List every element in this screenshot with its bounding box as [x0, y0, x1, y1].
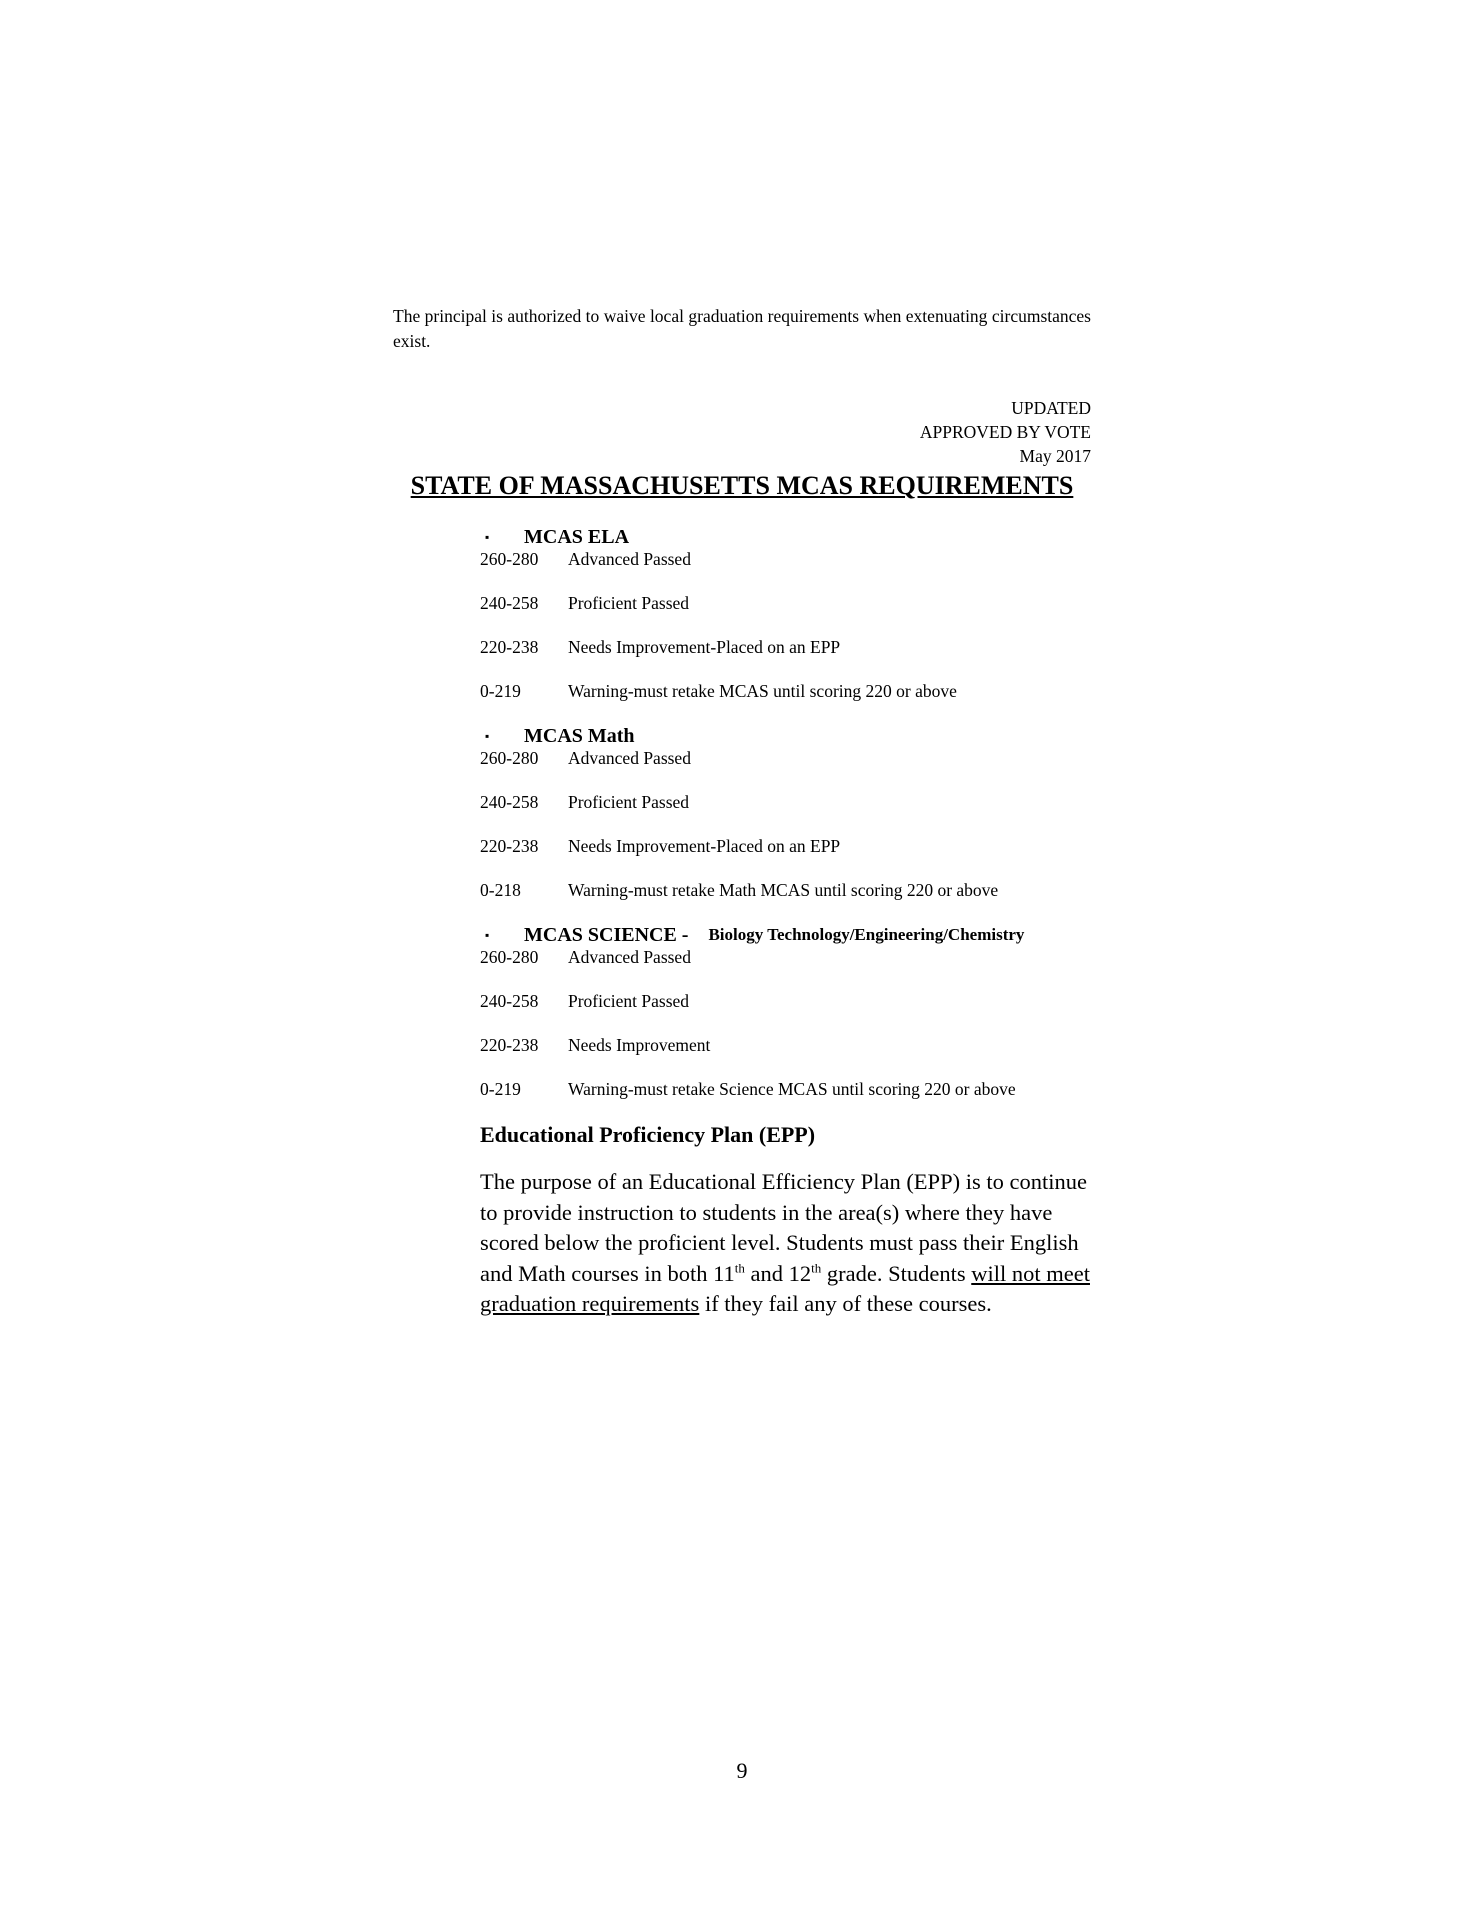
score-row: [480, 1078, 1100, 1100]
score-description: Warning-must retake Math MCAS until scoring 220 or above: [568, 880, 999, 900]
section-heading: [480, 721, 1100, 747]
section-mcas-science: [480, 920, 1100, 1100]
score-range: 220-238: [480, 836, 539, 856]
score-description: Proficient Passed: [568, 991, 690, 1011]
page-number: 9: [736, 1758, 748, 1783]
update-status: UPDATED: [1011, 398, 1091, 418]
score-row: [480, 946, 1100, 968]
bullet-icon: ▪: [485, 729, 490, 743]
update-block: [920, 396, 1091, 468]
score-description: Needs Improvement-Placed on an EPP: [568, 637, 841, 657]
section-heading: [480, 522, 1100, 548]
score-description: Warning-must retake MCAS until scoring 220 or above: [568, 681, 957, 701]
score-range: 260-280: [480, 748, 539, 768]
score-range: 0-218: [480, 880, 521, 900]
section-subtitle: Biology Technology/Engineering/Chemistry: [708, 925, 1025, 944]
score-row: [480, 1034, 1100, 1056]
epp-heading: Educational Proficiency Plan (EPP): [480, 1122, 816, 1147]
score-row: [480, 592, 1100, 614]
score-description: Needs Improvement: [568, 1035, 711, 1055]
epp-underlined-warning: will not meet graduation requirements: [480, 1260, 1090, 1316]
section-heading: [480, 920, 1100, 946]
ordinal-suffix: th: [811, 1260, 822, 1275]
score-range: 240-258: [480, 593, 539, 613]
epp-text-part: if they fail any of these courses.: [699, 1291, 992, 1316]
score-range: 260-280: [480, 549, 539, 569]
ordinal-suffix: th: [734, 1260, 745, 1275]
epp-text-part: The purpose of an Educational Efficiency Plan (EPP) is to continue to provide instruction to students in the area(s) where they have scored below the proficient level. Students must pass their English and Math courses in both 11: [480, 1169, 1087, 1286]
epp-text-part: grade. Students: [821, 1260, 972, 1286]
score-range: 220-238: [480, 637, 539, 657]
score-row: [480, 548, 1100, 570]
intro-paragraph: The principal is authorized to waive local graduation requirements when extenuating circumstances exist.: [393, 306, 1091, 351]
bullet-icon: ▪: [485, 530, 490, 544]
section-mcas-math: [480, 721, 1100, 901]
score-description: Proficient Passed: [568, 792, 690, 812]
page-title: STATE OF MASSACHUSETTS MCAS REQUIREMENTS: [410, 471, 1074, 500]
section-title: MCAS ELA: [524, 526, 630, 548]
score-description: Proficient Passed: [568, 593, 690, 613]
score-range: 240-258: [480, 792, 539, 812]
score-description: Advanced Passed: [568, 549, 691, 569]
section-mcas-ela: [480, 522, 1100, 702]
score-range: 220-238: [480, 1035, 539, 1055]
epp-paragraph: [480, 1167, 1100, 1320]
approval-note: APPROVED BY VOTE: [919, 422, 1091, 442]
score-row: [480, 879, 1100, 901]
section-title: MCAS SCIENCE -: [524, 924, 689, 946]
score-range: 0-219: [480, 1079, 521, 1099]
score-row: [480, 990, 1100, 1012]
score-row: [480, 636, 1100, 658]
score-row: [480, 791, 1100, 813]
score-range: 260-280: [480, 947, 539, 967]
score-range: 0-219: [480, 681, 521, 701]
score-description: Warning-must retake Science MCAS until scoring 220 or above: [568, 1079, 1016, 1099]
bullet-icon: ▪: [485, 928, 490, 942]
score-description: Advanced Passed: [568, 947, 691, 967]
score-description: Needs Improvement-Placed on an EPP: [568, 836, 841, 856]
score-row: [480, 680, 1100, 702]
score-row: [480, 835, 1100, 857]
score-description: Advanced Passed: [568, 748, 691, 768]
section-title: MCAS Math: [524, 725, 635, 747]
update-date: May 2017: [1019, 446, 1091, 466]
score-range: 240-258: [480, 991, 539, 1011]
score-row: [480, 747, 1100, 769]
epp-text-part: and 12: [744, 1260, 812, 1286]
